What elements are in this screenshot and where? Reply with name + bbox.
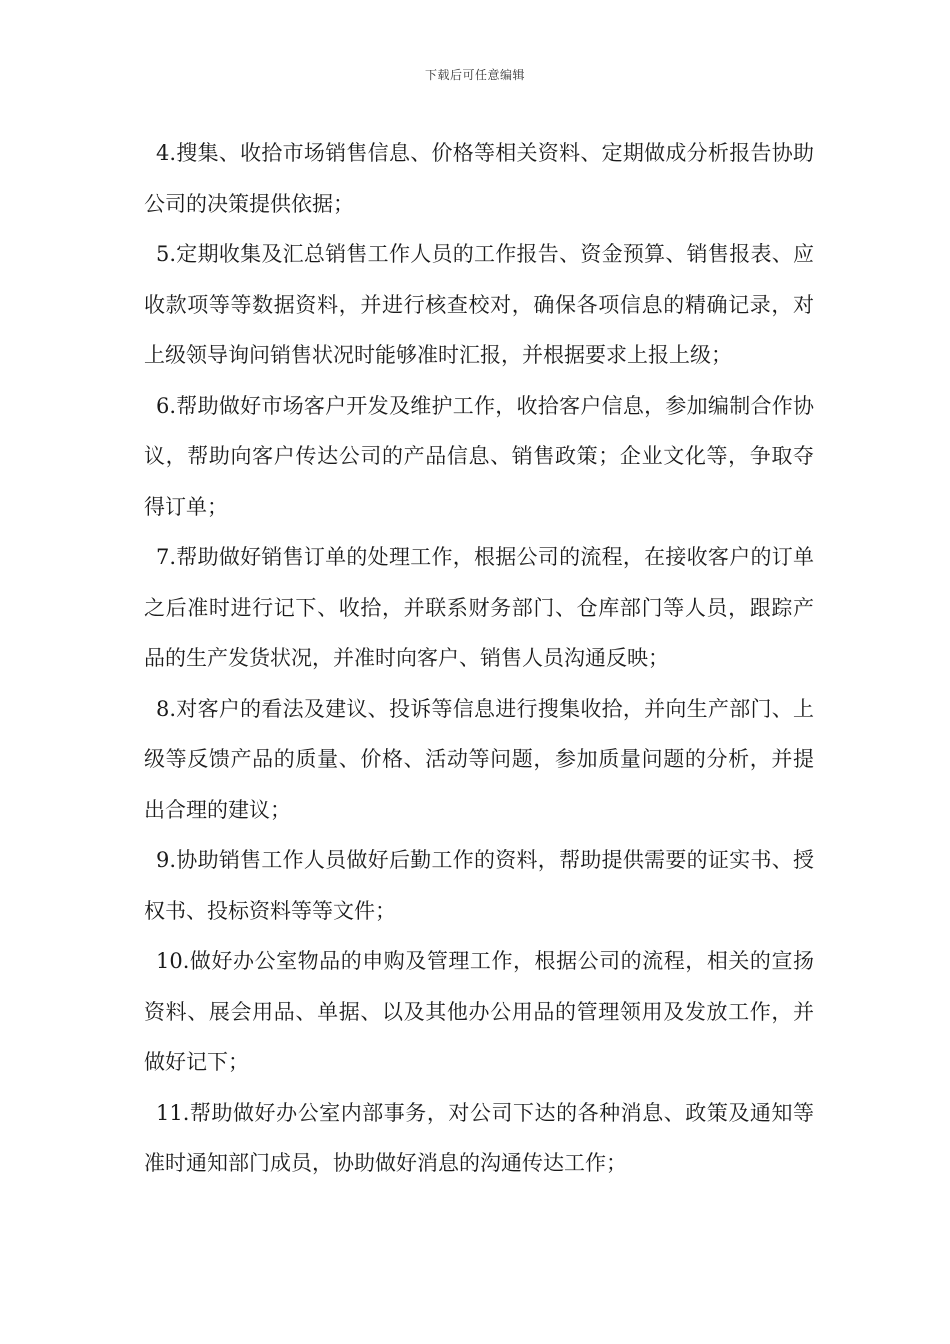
list-item: 9.协助销售工作人员做好后勤工作的资料，帮助提供需要的证实书、授权书、投标资料等等文件； [144,848,814,923]
list-item: 11.帮助做好办公室内部事务，对公司下达的各种消息、政策及通知等准时通知部门成员，协助做好消息的沟通传达工作； [144,1100,814,1175]
document-body [144,128,814,1189]
list-item: 10.做好办公室物品的申购及管理工作，根据公司的流程，相关的宣扬资料、展会用品、单据、以及其他办公用品的管理领用及发放工作，并做好记下； [144,949,814,1074]
page-header: 下载后可任意编辑 [424,68,525,82]
list-item: 8.对客户的看法及建议、投诉等信息进行搜集收拾，并向生产部门、上级等反馈产品的质量、价格、活动等问题，参加质量问题的分析，并提出合理的建议； [144,696,814,822]
list-item: 5.定期收集及汇总销售工作人员的工作报告、资金预算、销售报表、应收款项等等数据资料，并进行核查校对，确保各项信息的精确记录，对上级领导询问销售状况时能够准时汇报，并根据要求上报上级； [144,242,814,367]
list-item: 4.搜集、收拾市场销售信息、价格等相关资料、定期做成分析报告协助公司的决策提供依据； [144,141,814,216]
list-item: 6.帮助做好市场客户开发及维护工作，收拾客户信息，参加编制合作协议，帮助向客户传达公司的产品信息、销售政策；企业文化等，争取夺得订单； [144,393,814,519]
list-item: 7.帮助做好销售订单的处理工作，根据公司的流程，在接收客户的订单之后准时进行记下、收拾，并联系财务部门、仓库部门等人员，跟踪产品的生产发货状况，并准时向客户、销售人员沟通反映； [144,545,814,670]
